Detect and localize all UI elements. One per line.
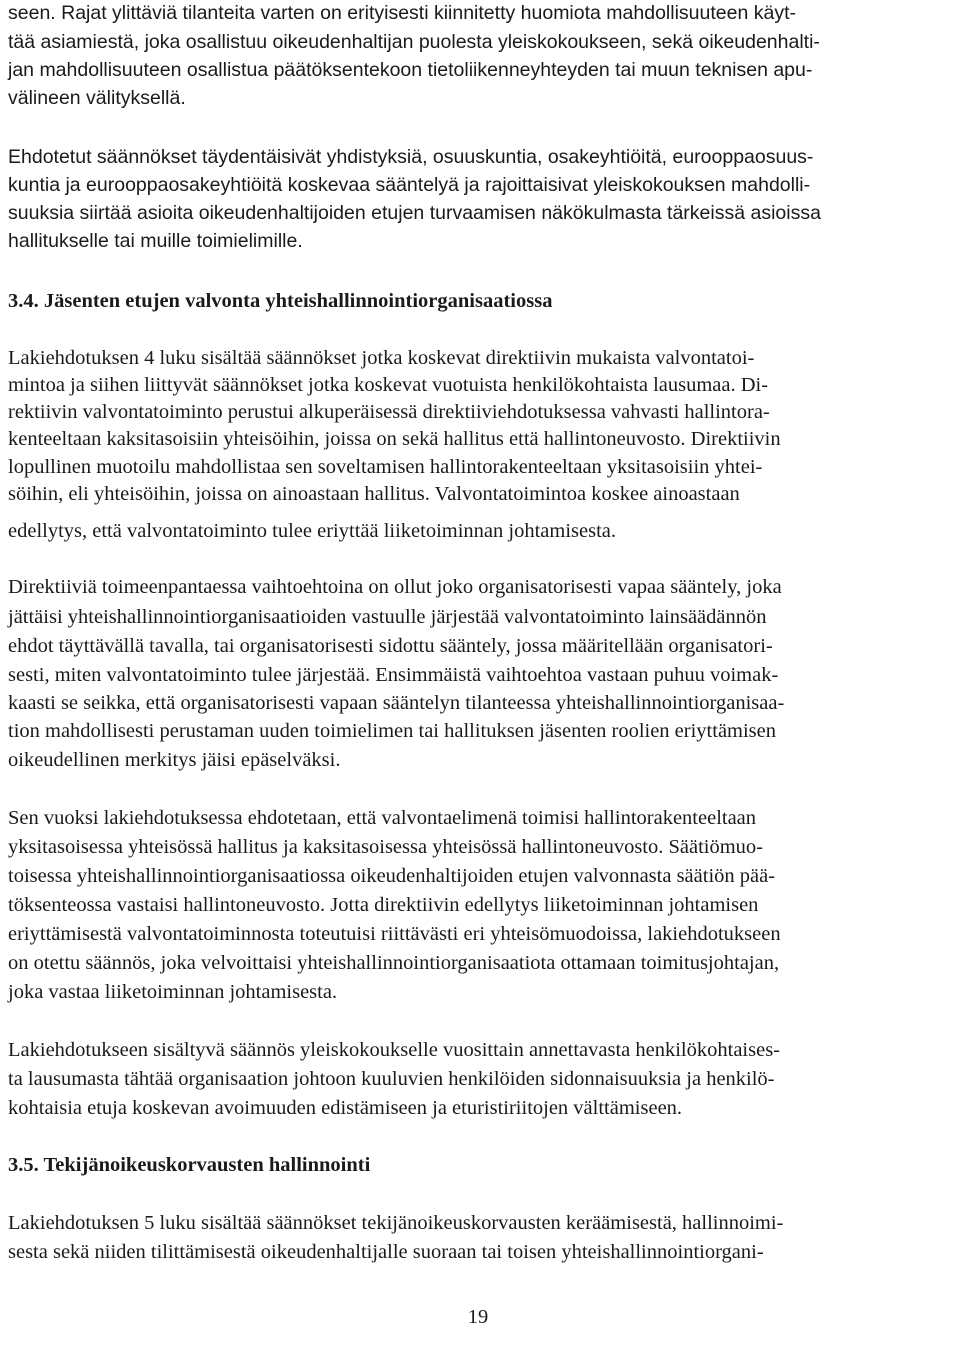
text-line: tion mahdollisesti perustaman uuden toimielimen tai hallituksen jäsenten roolien eriyttämisen [8,720,777,742]
text-line: eriyttämisestä valvontatoiminnosta toteutuisi riittävästi eri yhteisömuodoissa, lakiehdotukseen [8,923,781,945]
text-line: Lakiehdotuksen 5 luku sisältää säännökset tekijänoikeuskorvausten keräämisestä, hallinnoimi- [8,1212,784,1234]
text-line: yksitasoisessa yhteisössä hallitus ja kaksitasoisessa yhteisössä hallintoneuvosto. Säätiömuo- [8,836,764,858]
text-line: sesta sekä niiden tilittämisestä oikeudenhaltijalle suoraan tai toisen yhteishallinnointiorgani- [8,1241,764,1263]
text-line: sesti, miten valvontatoiminto tulee järjestää. Ensimmäistä vaihtoehtoa vastaan puhuu voimak- [8,664,779,686]
text-line: rektiivin valvontatoiminto perustui alkuperäisessä direktiiviehdotuksessa vahvasti hallintora- [8,401,770,423]
section-heading: 3.4. Jäsenten etujen valvonta yhteishallinnointiorganisaatiossa [8,290,553,312]
text-line: tää asiamiestä, joka osallistuu oikeudenhaltijan puolesta yleiskokoukseen, sekä oikeudenhalti- [8,31,820,53]
section-heading: 3.5. Tekijänoikeuskorvausten hallinnointi [8,1154,371,1176]
text-line: söihin, eli yhteisöihin, joissa on ainoastaan hallitus. Valvontatoimintoa koskee ainoastaan [8,483,740,505]
text-line: on otettu säännös, joka velvoittaisi yhteishallinnointiorganisaatiota ottamaan toimitusjohtajan, [8,952,780,974]
text-line: ehdot täyttävällä tavalla, tai organisatorisesti sidottu sääntely, jossa määritellään organisatori- [8,635,773,657]
text-line: välineen välityksellä. [8,87,186,109]
text-line: ta lausumasta tähtää organisaation johtoon kuuluvien henkilöiden sidonnaisuuksia ja henkilö- [8,1068,775,1090]
text-line: kohtaisia etuja koskevan avoimuuden edistämiseen ja eturistiriitojen välttämiseen. [8,1097,683,1119]
text-line: oikeudellinen merkitys jäisi epäselväksi. [8,749,341,771]
text-line: kenteeltaan kaksitasoisiin yhteisöihin, joissa on sekä hallitus että hallintoneuvosto. Direktiivin [8,428,781,450]
text-line: joka vastaa liiketoiminnan johtamisesta. [8,981,338,1003]
text-line: kaasti se seikka, että organisatorisesti vapaan sääntelyn tilanteessa yhteishallinnointiorganisaa- [8,692,785,714]
text-line: kuntia ja eurooppaosakeyhtiöitä koskevaa sääntelyä ja rajoittaisivat yleiskokouksen mahdolli- [8,174,811,196]
text-line: Lakiehdotuksen 4 luku sisältää säännökset jotka koskevat direktiivin mukaista valvontatoi- [8,347,755,369]
text-line: Direktiiviä toimeenpantaessa vaihtoehtoina on ollut joko organisatorisesti vapaa sääntely, joka [8,576,782,598]
page-number: 19 [467,1306,489,1328]
text-line: jan mahdollisuuteen osallistua päätöksentekoon tietoliikenneyhteyden tai muun teknisen apu- [8,59,813,81]
text-line: mintoa ja siihen liittyvät säännökset jotka koskevat vuotuista henkilökohtaista lausumaa. Di- [8,374,769,396]
text-line: toisessa yhteishallinnointiorganisaatiossa oikeudenhaltijoiden etujen valvonnasta säätiön pää- [8,865,776,887]
text-line: Ehdotetut säännökset täydentäisivät yhdistyksiä, osuuskuntia, osakeyhtiöitä, eurooppaosuus- [8,146,814,168]
text-line: jättäisi yhteishallinnointiorganisaatioiden vastuulle järjestää valvontatoiminto lainsäädännön [8,606,767,628]
text-line: Lakiehdotukseen sisältyvä säännös yleiskokoukselle vuosittain annettavasta henkilökohtaises- [8,1039,780,1061]
text-line: edellytys, että valvontatoiminto tulee eriyttää liiketoiminnan johtamisesta. [8,520,617,542]
text-line: hallitukselle tai muille toimielimille. [8,230,303,252]
text-line: lopullinen muotoilu mahdollistaa sen soveltamisen hallintorakenteeltaan yksitasoisiin yhtei- [8,456,763,478]
text-line: töksenteossa vastaisi hallintoneuvosto. Jotta direktiivin edellytys liiketoiminnan johtamisen [8,894,759,916]
text-line: Sen vuoksi lakiehdotuksessa ehdotetaan, että valvontaelimenä toimisi hallintorakenteeltaan [8,807,757,829]
text-line: suuksia siirtää asioita oikeudenhaltijoiden etujen turvaamisen näkökulmasta tärkeissä asioissa [8,202,821,224]
text-line: seen. Rajat ylittäviä tilanteita varten on erityisesti kiinnitetty huomiota mahdollisuuteen käyt- [8,2,796,24]
